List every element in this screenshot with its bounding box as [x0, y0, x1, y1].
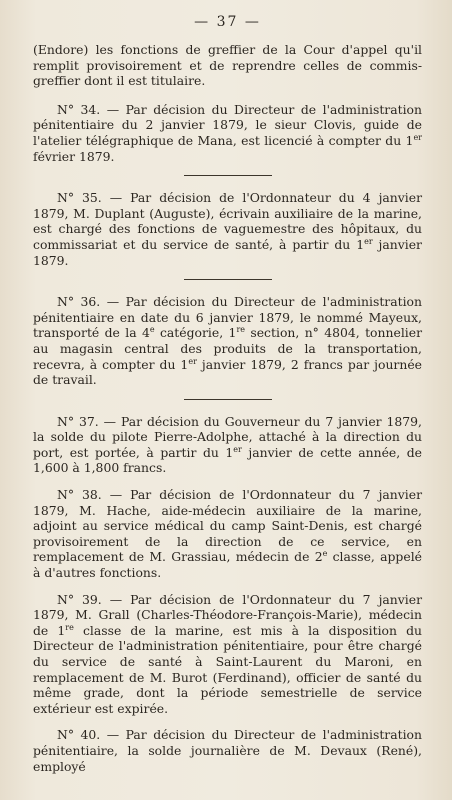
paragraph-decision-39: N° 39. — Par décision de l'Ordonnateur du 7 janvier 1879, M. Grall (Charles-Théodore-François-Marie), médecin de 1re classe de la marine, est mis à la disposition du Directeur de l'administration pénitentiaire, pour être chargé du service de santé à Saint-Laurent du Maroni, en remplacement de M. Burot (Ferdinand), officier de santé du même grade, dont la période semestrielle de service extérieur est expirée.: [33, 591, 423, 716]
paragraph-decision-38: N° 38. — Par décision de l'Ordonnateur du 7 janvier 1879, M. Hache, aide-médecin auxiliaire de la marine, adjoint au service médical du camp Saint-Denis, est chargé provisoirement de la direction de ce service, en remplacement de M. Grassiau, médecin de 2e classe, appelé à d'autres fonctions.: [33, 487, 422, 581]
paragraph-decision-34: N° 34. — Par décision du Directeur de l'administration pénitentiaire du 2 janvier 1879, le sieur Clovis, guide de l'atelier télégraphique de Mana, est licencié à compter du 1er février 1879.: [33, 101, 422, 164]
page-number: — 37 —: [194, 14, 261, 30]
section-divider: [184, 175, 272, 176]
paragraph-decision-35: N° 35. — Par décision de l'Ordonnateur du 4 janvier 1879, M. Duplant (Auguste), écrivain auxiliaire de la marine, est chargé des fonctions de vaguemestre des hôpitaux, du commissariat et du service de santé, à partir du 1er janvier 1879.: [33, 190, 422, 268]
paragraph-decision-37: N° 37. — Par décision du Gouverneur du 7 janvier 1879, la solde du pilote Pierre-Adolphe, attaché à la direction du port, est portée, à partir du 1er janvier de cette année, de 1,600 à 1,800 francs.: [33, 413, 422, 476]
section-divider: [184, 279, 272, 280]
paragraph-decision-40: N° 40. — Par décision du Directeur de l'administration pénitentiaire, la solde journalière de M. Devaux (René), employé: [33, 727, 422, 774]
paragraph-decision-36: N° 36. — Par décision du Directeur de l'administration pénitentiaire en date du 6 janvier 1879, le nommé Mayeux, transporté de la 4e catégorie, 1re section, n° 4804, tonnelier au magasin central des produits de la transportation, recevra, à compter du 1er janvier 1879, 2 francs par journée de travail.: [33, 294, 423, 388]
paragraph-continuation: (Endore) les fonctions de greffier de la Cour d'appel qu'il remplit provisoirement et de reprendre celles de commis-greffier dont il est titulaire.: [33, 42, 422, 89]
section-divider: [184, 399, 272, 400]
